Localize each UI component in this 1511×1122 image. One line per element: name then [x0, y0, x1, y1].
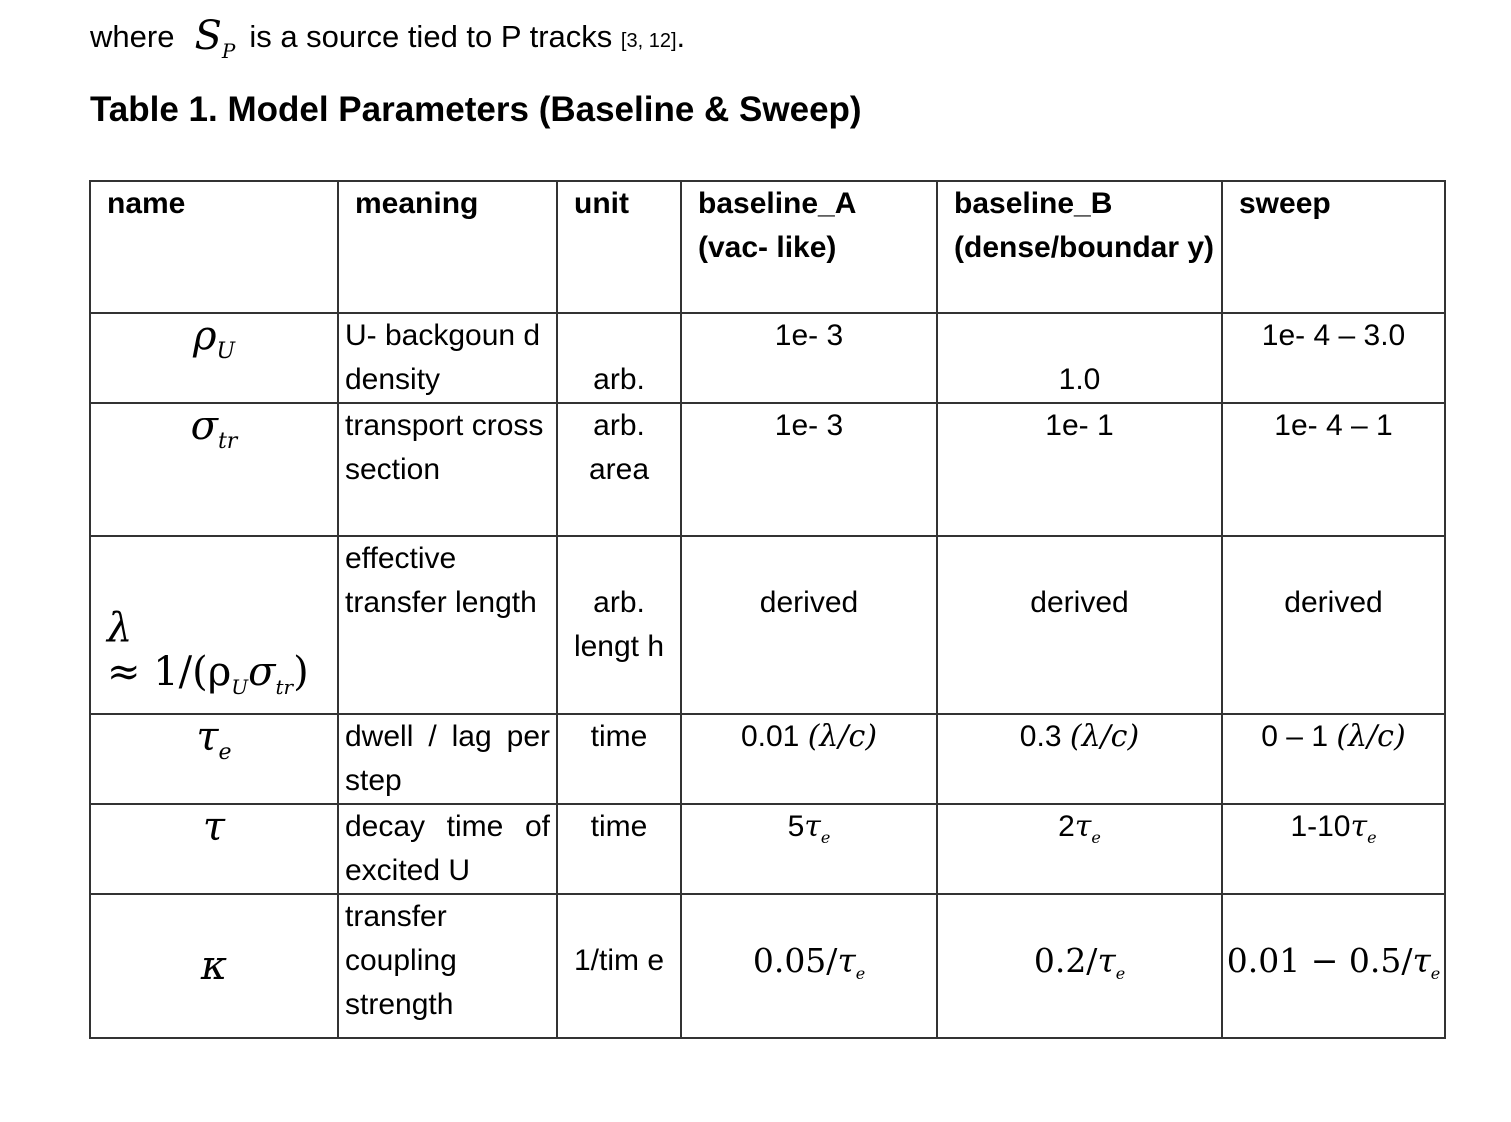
- header-row: [90, 181, 1445, 313]
- intro-prefix: where: [90, 19, 175, 54]
- parameters-table: [89, 180, 1446, 1039]
- param-name-lambda: λ ≈ $1/(\rho_U\sigma_{tr})$: [90, 536, 338, 714]
- param-unit: arb. lengt h: [557, 536, 681, 714]
- citation: [3, 12]: [620, 30, 677, 52]
- param-sweep: derived: [1222, 536, 1445, 714]
- source-symbol: $S_P$: [194, 13, 236, 63]
- param-meaning: transfer coupling strength: [338, 894, 557, 1038]
- param-baseline-a: 0.01 (λ/c): [681, 714, 937, 804]
- param-unit: time: [557, 804, 681, 894]
- intro-sentence: where $S_P$ is a source tied to P tracks [3, 12].: [90, 13, 686, 63]
- header-unit: unit: [557, 181, 681, 313]
- table-row: [90, 403, 1445, 536]
- param-meaning: effective transfer length: [338, 536, 557, 714]
- param-baseline-b: 0.3 (λ/c): [937, 714, 1222, 804]
- param-name-sigma-tr: $\sigma_{tr}$: [90, 403, 338, 536]
- header-meaning: meaning: [338, 181, 557, 313]
- param-unit: 1/tim e: [557, 894, 681, 1038]
- param-sweep: $1-10\tau_e$: [1222, 804, 1445, 894]
- param-sweep: 0 – 1 (λ/c): [1222, 714, 1445, 804]
- param-baseline-b: $0.2/\tau_e$: [937, 894, 1222, 1038]
- param-name-rho-u: $\rho_U$: [90, 313, 338, 403]
- table-row: [90, 536, 1445, 714]
- param-meaning: dwell / lag per step: [338, 714, 557, 804]
- param-name-kappa: κ: [90, 894, 338, 1038]
- param-sweep: $0.01 - 0.5/\tau_e$: [1222, 894, 1445, 1038]
- param-meaning: U- backgoun d density: [338, 313, 557, 403]
- param-baseline-b: 1.0: [937, 313, 1222, 403]
- header-baseline-b: baseline_B (dense/boundar y): [937, 181, 1222, 313]
- param-baseline-a: 1e- 3: [681, 403, 937, 536]
- table-row: [90, 894, 1445, 1038]
- param-baseline-a: 1e- 3: [681, 313, 937, 403]
- param-unit: time: [557, 714, 681, 804]
- param-sweep: 1e- 4 – 1: [1222, 403, 1445, 536]
- param-unit: arb.: [557, 313, 681, 403]
- header-baseline-a: baseline_A (vac- like): [681, 181, 937, 313]
- header-name: name: [90, 181, 338, 313]
- intro-suffix: is a source tied to P tracks: [249, 19, 613, 54]
- param-baseline-a: derived: [681, 536, 937, 714]
- header-sweep: sweep: [1222, 181, 1445, 313]
- table-row: [90, 804, 1445, 894]
- table-row: [90, 714, 1445, 804]
- param-baseline-a: $0.05/\tau_e$: [681, 894, 937, 1038]
- param-baseline-a: $5\tau_e$: [681, 804, 937, 894]
- param-name-tau-e: $\tau_e$: [90, 714, 338, 804]
- param-unit: arb. area: [557, 403, 681, 536]
- param-baseline-b: 1e- 1: [937, 403, 1222, 536]
- param-baseline-b: $2\tau_e$: [937, 804, 1222, 894]
- param-meaning: decay time of excited U: [338, 804, 557, 894]
- param-name-tau: τ: [90, 804, 338, 894]
- table-title: Table 1. Model Parameters (Baseline & Sweep): [90, 90, 862, 129]
- param-sweep: 1e- 4 – 3.0: [1222, 313, 1445, 403]
- param-baseline-b: derived: [937, 536, 1222, 714]
- param-meaning: transport cross section: [338, 403, 557, 536]
- table-row: [90, 313, 1445, 403]
